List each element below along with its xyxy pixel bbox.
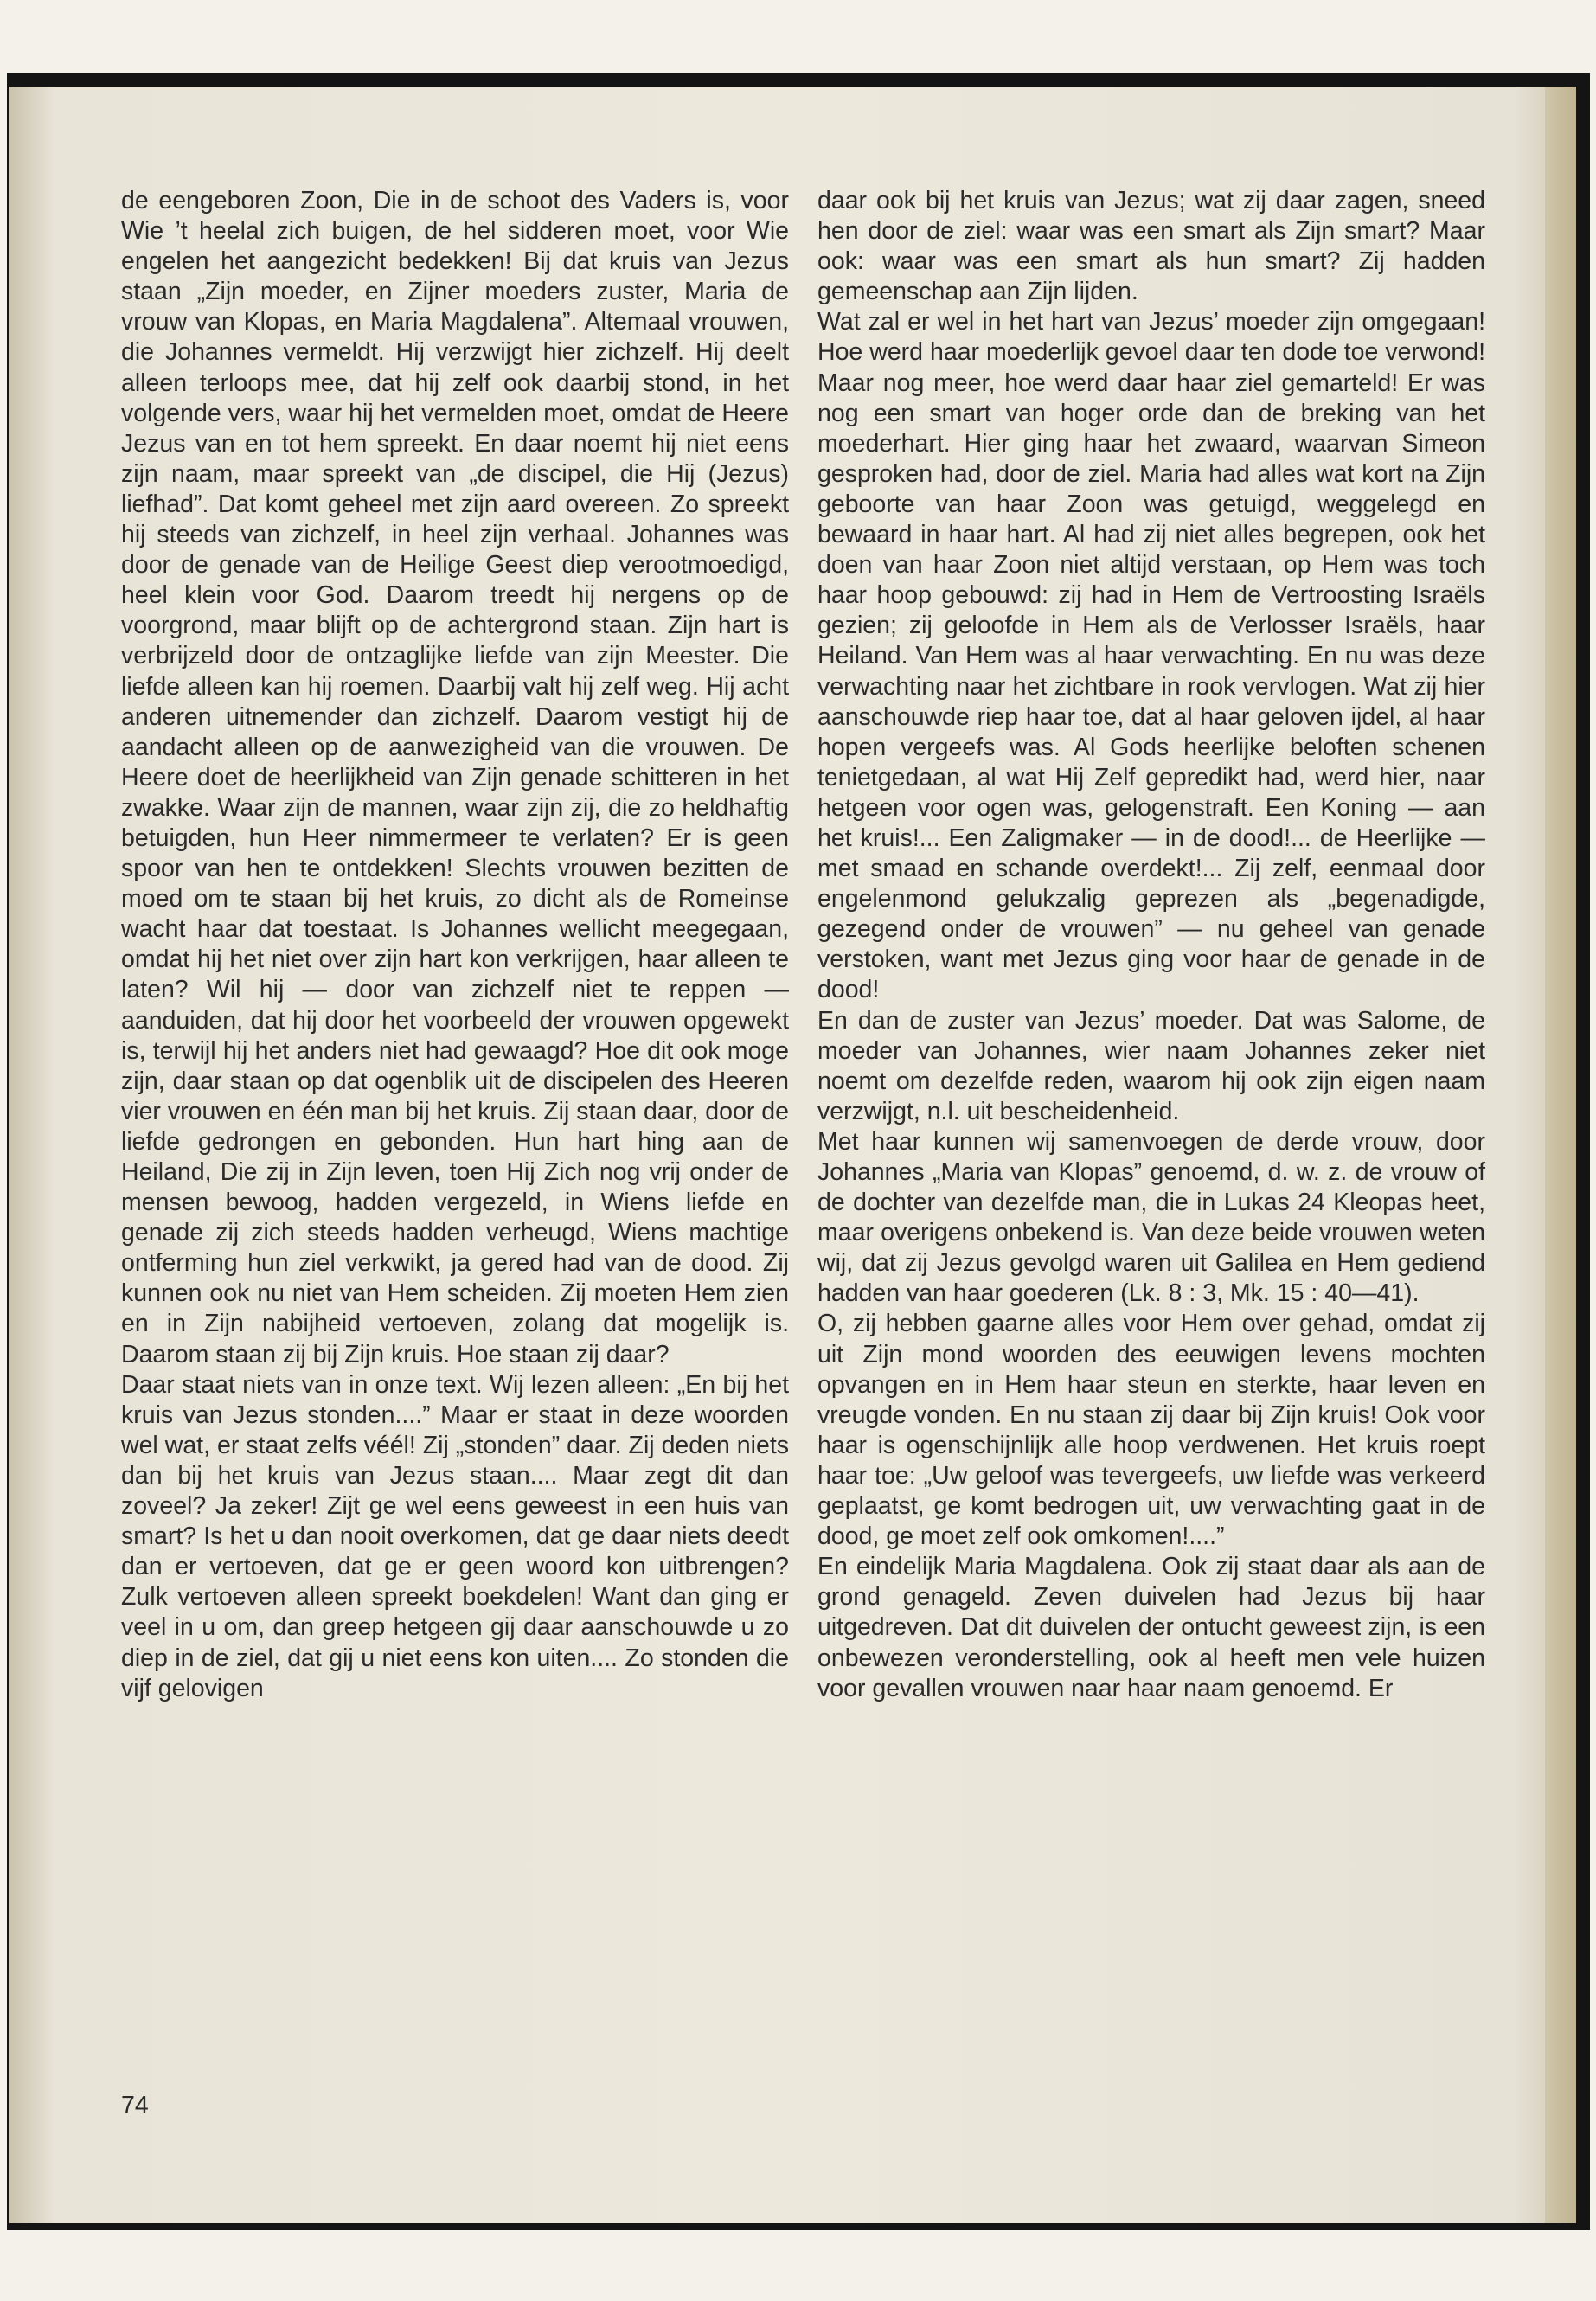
paragraph: En dan de zuster van Jezus’ moeder. Dat was Salome, de moeder van Johannes, wier naam Johannes zeker niet noemt om dezelfde reden, waarom hij ook zijn eigen naam verzwijgt, n.l. uit bescheidenheid. <box>817 1006 1485 1125</box>
paragraph: de eengeboren Zoon, Die in de schoot des Vaders is, voor Wie ’t heelal zich buigen, de hel sidderen moet, voor Wie engelen het aangezicht bedekken! Bij dat kruis van Jezus staan „Zijn moeder, en Zijner moeders zuster, Maria de vrouw van Klopas, en Maria Magdalena”. Altemaal vrouwen, die Johannes vermeldt. Hij verzwijgt hier zichzelf. Hij deelt alleen terloops mee, dat hij zelf ook daarbij stond, in het volgende vers, waar hij het vermelden moet, omdat de Heere Jezus van en tot hem spreekt. En daar noemt hij niet eens zijn naam, maar spreekt van „de discipel, die Hij (Jezus) liefhad”. Dat komt geheel met zijn aard overeen. Zo spreekt hij steeds van zichzelf, in heel zijn verhaal. Johannes was door de genade van de Heilige Geest diep verootmoedigd, heel klein voor God. Daarom treedt hij nergens op de voorgrond, maar blijft op de achtergrond staan. Zijn hart is verbrijzeld door de ontzaglijke liefde van zijn Meester. Die liefde alleen kan hij roemen. Daarbij valt hij zelf weg. Hij acht anderen uitnemender dan zichzelf. Daarom vestigt hij de aandacht alleen op de aanwezigheid van die vrouwen. De Heere doet de heerlijkheid van Zijn genade schitteren in het zwakke. Waar zijn de mannen, waar zijn zij, die zo heldhaftig betuigden, hun Heer nimmermeer te verlaten? Er is geen spoor van hen te ontdekken! Slechts vrouwen bezitten de moed om te staan bij het kruis, zo dicht als de Romeinse wacht haar dat toestaat. Is Johannes wellicht meegegaan, omdat hij het niet over zijn hart kon verkrijgen, haar alleen te laten? Wil hij — door van zichzelf niet te reppen — aanduiden, dat hij door het voorbeeld der vrouwen opgewekt is, terwijl hij het anders niet had gewaagd? Hoe dit ook moge zijn, daar staan op dat ogenblik uit de discipelen des Heeren vier vrouwen en één man bij het kruis. Zij staan daar, door de liefde gedrongen en gebonden. Hun hart hing aan de Heiland, Die zij in Zijn leven, toen Hij Zich nog vrij onder de mensen bewoog, hadden vergezeld, in Wiens liefde en genade zij zich steeds hadden verheugd, Wiens machtige ontferming hun ziel verkwikt, ja gered had van de dood. Zij kunnen ook nu niet van Hem scheiden. Zij moeten Hem zien en in Zijn nabijheid vertoeven, zolang dat mogelijk is. Daarom staan zij bij Zijn kruis. Hoe staan zij daar? <box>121 187 789 1368</box>
paragraph: Daar staat niets van in onze text. Wij lezen alleen: „En bij het kruis van Jezus stonden....” Maar er staat in deze woorden wel wat, er staat zelfs véél! Zij „stonden” daar. Zij deden niets dan bij het kruis van Jezus staan.... Maar zegt dit dan zoveel? Ja zeker! Zijt ge wel eens geweest in een huis van smart? Is het u dan nooit overkomen, dat ge daar niets deedt dan er vertoeven, dat ge er geen woord kon uitbrengen? Zulk vertoeven alleen spreekt boekdelen! Want dan ging er veel in u om, dan greep hetgeen gij daar aanschouwde u zo diep in de ziel, dat gij u niet eens kon uiten.... Zo stonden die vijf gelovigen <box>121 1370 789 1702</box>
paragraph: Met haar kunnen wij samenvoegen de derde vrouw, door Johannes „Maria van Klopas” genoemd, d. w. z. de vrouw of de dochter van dezelfde man, die in Lukas 24 Kleopas heet, maar overigens onbekend is. Van deze beide vrouwen weten wij, dat zij Jezus gevolgd waren uit Galilea en Hem gediend hadden van haar goederen (Lk. 8 : 3, Mk. 15 : 40—41). <box>817 1127 1485 1308</box>
left-text-column <box>121 186 789 1704</box>
paragraph: daar ook bij het kruis van Jezus; wat zij daar zagen, sneed hen door de ziel: waar was een smart als Zijn smart? Maar ook: waar was een smart als hun smart? Zij hadden gemeenschap aan Zijn lijden. <box>817 187 1485 306</box>
paragraph: En eindelijk Maria Magdalena. Ook zij staat daar als aan de grond genageld. Zeven duivelen had Jezus bij haar uitgedreven. Dat dit duivelen der ontucht geweest zijn, is een onbewezen veronderstelling, ook al heeft men vele huizen voor gevallen vrouwen naar haar naam genoemd. Er <box>817 1553 1485 1702</box>
paragraph: Wat zal er wel in het hart van Jezus’ moeder zijn omgegaan! Hoe werd haar moederlijk gevoel daar ten dode toe verwond! Maar nog meer, hoe werd daar haar ziel gemarteld! Er was nog een smart van hoger orde dan de breking van het moederhart. Hier ging haar het zwaard, waarvan Simeon gesproken had, door de ziel. Maria had alles wat kort na Zijn geboorte van haar Zoon was getuigd, weggelegd en bewaard in haar hart. Al had zij niet alles begrepen, ook het doen van haar Zoon niet altijd verstaan, op Hem was toch haar hoop gebouwd: zij had in Hem de Vertroosting Israëls gezien; zij geloofde in Hem als de Verlosser Israëls, haar Heiland. Van Hem was al haar verwachting. En nu was deze verwachting naar het zichtbare in rook vervlogen. Wat zij hier aanschouwde riep haar toe, dat al haar geloven ijdel, al haar hopen vergeefs was. Al Gods heerlijke beloften schenen tenietgedaan, al wat Hij Zelf gepredikt had, werd hier, naar hetgeen voor ogen was, gelogenstraft. Een Koning — aan het kruis!... Een Zaligmaker — in de dood!... de Heerlijke — met smaad en schande overdekt!... Zij zelf, eenmaal door engelenmond gelukzalig geprezen als „begenadigde, gezegend onder de vrouwen” — nu geheel van genade verstoken, want met Jezus ging voor haar de genade in de dood! <box>817 308 1485 1004</box>
right-text-column <box>817 186 1485 1704</box>
paragraph: O, zij hebben gaarne alles voor Hem over gehad, omdat zij uit Zijn mond woorden des eeuwigen levens mochten opvangen en in Hem haar steun en sterkte, haar leven en vreugde vonden. En nu staan zij daar bij Zijn kruis! Ook voor haar is ogenschijnlijk alle hoop verdwenen. Het kruis roept haar toe: „Uw geloof was tevergeefs, uw liefde was verkeerd geplaatst, ge komt bedrogen uit, uw verwachting gaat in de dood, ge moet zelf ook omkomen!....” <box>817 1310 1485 1551</box>
page-edge <box>1545 87 1576 2223</box>
page-number: 74 <box>121 2092 149 2119</box>
